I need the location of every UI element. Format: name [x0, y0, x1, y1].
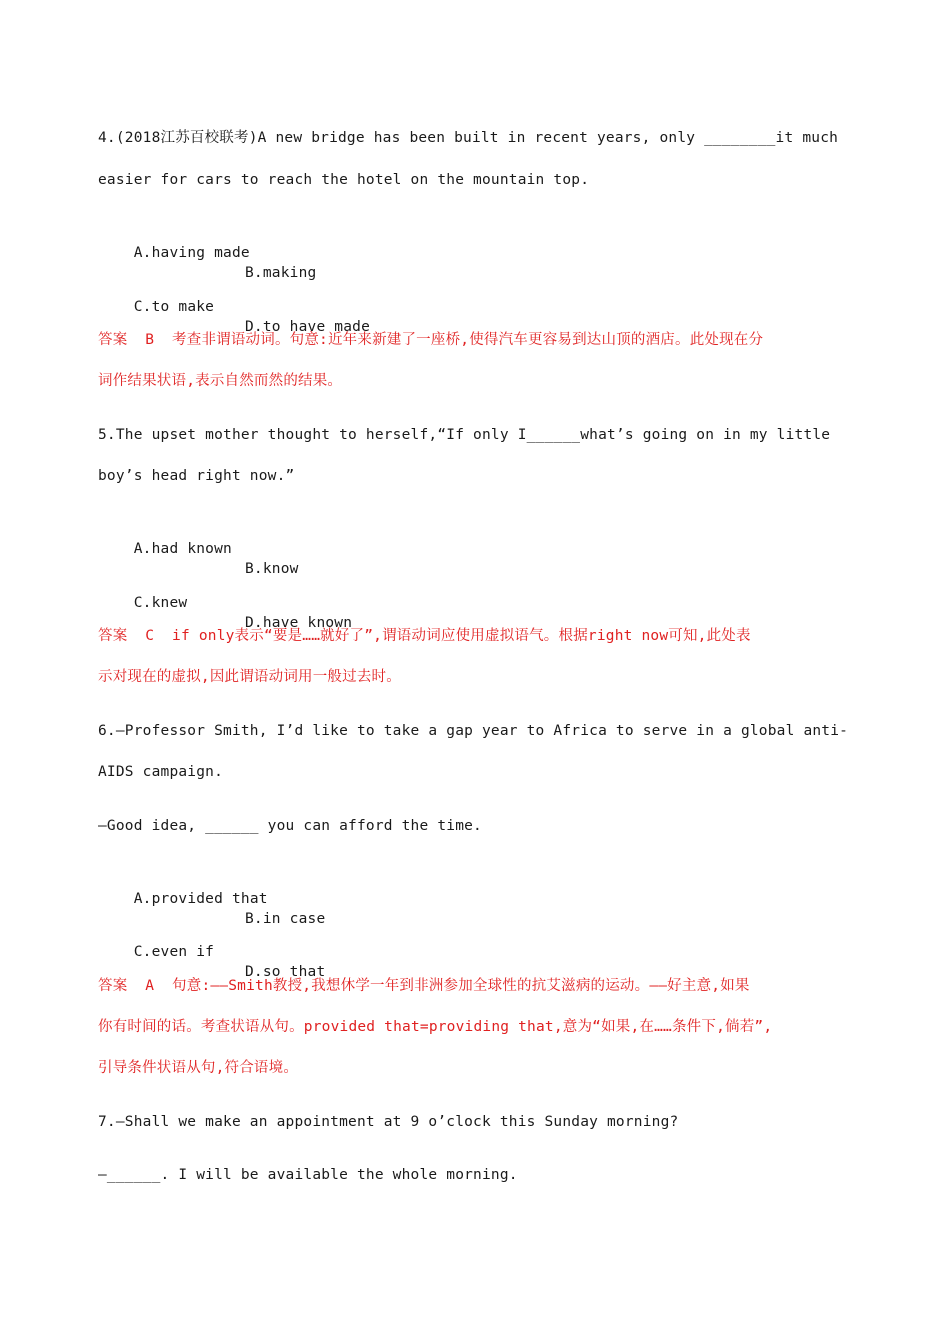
- question-6-option-c: C.even if: [133, 944, 215, 960]
- question-4-stem-line-1: 4.(2018江苏百校联考)A new bridge has been built in recent years, only ________it much: [98, 130, 839, 146]
- question-5-option-c: C.knew: [133, 595, 188, 611]
- question-4-answer-line-1: 答案 B 考查非谓语动词。句意:近年来新建了一座桥,使得汽车更容易到达山顶的酒店。此处现在分: [98, 332, 764, 348]
- question-5-answer-line-1: 答案 C if only表示“要是……就好了”,谓语动词应使用虚拟语气。根据right now可知,此处表: [98, 628, 751, 644]
- question-7-stem-line-2: —______. I will be available the whole morning.: [98, 1167, 518, 1183]
- question-6-option-b: B.in case: [245, 911, 326, 927]
- question-5-option-d: D.have known: [245, 615, 353, 631]
- question-4-option-d: D.to have made: [245, 319, 371, 335]
- question-4-option-b: B.making: [245, 265, 317, 281]
- question-6-option-d: D.so that: [245, 964, 326, 980]
- question-6-option-a: A.provided that: [133, 891, 268, 907]
- question-6-answer-line-1: 答案 A 句意:——Smith教授,我想休学一年到非洲参加全球性的抗艾滋病的运动。——好主意,如果: [98, 978, 750, 994]
- question-5-option-b: B.know: [245, 561, 299, 577]
- question-4-stem-line-2: easier for cars to reach the hotel on the mountain top.: [98, 172, 590, 188]
- question-4-option-a: A.having made: [133, 245, 250, 261]
- question-6-answer-line-3: 引导条件状语从句,符合语境。: [98, 1060, 299, 1076]
- question-4-option-c: C.to make: [133, 299, 215, 315]
- question-7-stem-line-1: 7.—Shall we make an appointment at 9 o’clock this Sunday morning?: [98, 1114, 679, 1130]
- question-4-answer-line-2: 词作结果状语,表示自然而然的结果。: [98, 373, 343, 389]
- question-6-stem-line-2: AIDS campaign.: [98, 764, 224, 780]
- question-5-stem-line-1: 5.The upset mother thought to herself,“If only I______what’s going on in my little: [98, 427, 831, 443]
- question-5-stem-line-2: boy’s head right now.”: [98, 468, 295, 484]
- question-6-answer-line-2: 你有时间的话。考查状语从句。provided that=providing that,意为“如果,在……条件下,倘若”,: [98, 1019, 773, 1035]
- question-6-stem-line-3: —Good idea, ______ you can afford the time.: [98, 818, 482, 834]
- question-6-stem-line-1: 6.—Professor Smith, I’d like to take a gap year to Africa to serve in a global anti-: [98, 723, 849, 739]
- question-5-answer-line-2: 示对现在的虚拟,因此谓语动词用一般过去时。: [98, 669, 401, 685]
- question-5-option-a: A.had known: [133, 541, 232, 557]
